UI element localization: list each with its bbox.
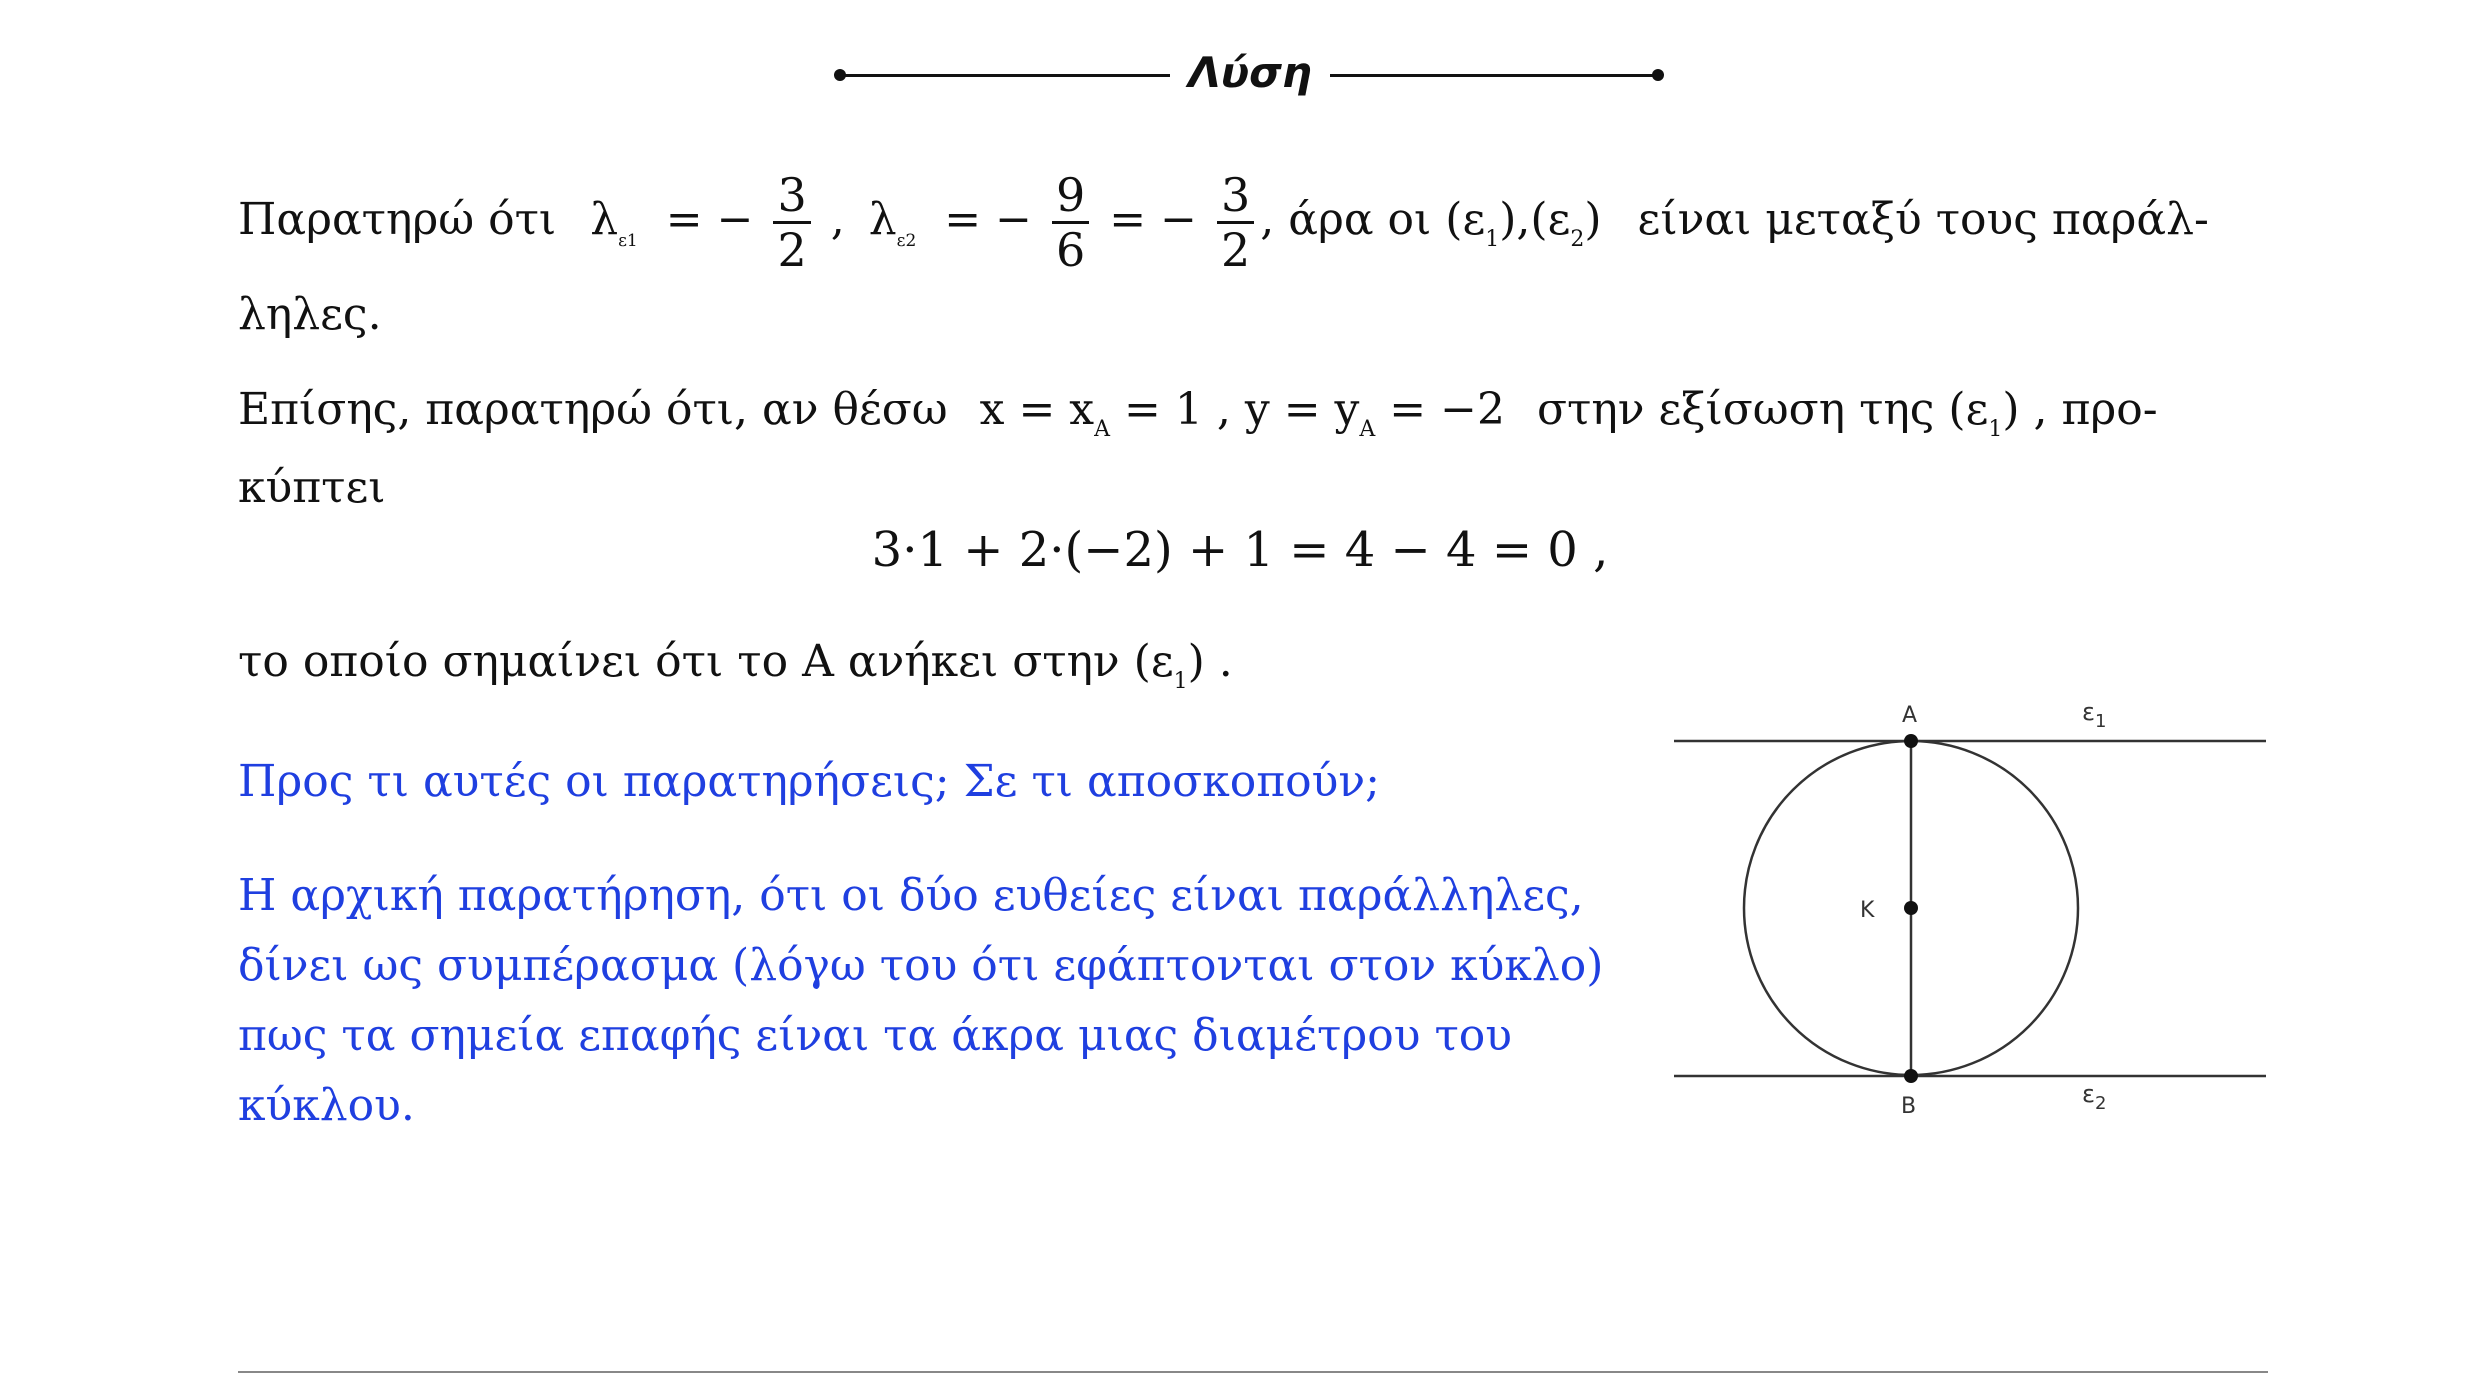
answer-line-2: δίνει ως συμπέρασμα (λόγω του ότι εφάπτονται στον κύκλο): [238, 940, 1604, 991]
frac1-den: 2: [773, 221, 810, 276]
point-b-label: B: [1901, 1094, 1917, 1119]
paragraph-1-line-1: [238, 160, 2209, 301]
lambda-2: λ: [868, 194, 897, 245]
p1-sub-2: 2: [1570, 227, 1585, 252]
line-2-label: [2082, 1080, 2106, 1114]
p2-tail-b: ) , προ-: [2002, 384, 2158, 435]
point-k-dot: [1904, 901, 1918, 915]
p2-y: y = y: [1244, 384, 1360, 435]
p1-tail: είναι μεταξύ τους παράλ-: [1637, 194, 2209, 245]
point-k-label: K: [1860, 898, 1875, 923]
line-2-label-eps: ε: [2082, 1080, 2095, 1108]
header-right-dot: [1652, 69, 1664, 81]
line-1-label-sub: 1: [2094, 711, 2107, 732]
line-1-label: [2082, 698, 2106, 732]
point-a-dot: [1904, 734, 1918, 748]
p3-tail: ) .: [1187, 636, 1233, 687]
answer-line-1: Η αρχική παρατήρηση, ότι οι δύο ευθείες είναι παράλληλες,: [238, 870, 1584, 921]
header-right-rule: [1330, 74, 1658, 77]
p2-tail-a: στην εξίσωση της (ε: [1537, 384, 1989, 435]
tangent-lines-figure: [1660, 690, 2280, 1140]
equation: 3·1 + 2·(−2) + 1 = 4 − 4 = 0 ,: [871, 522, 1609, 578]
p1-sub-1: 1: [1485, 227, 1500, 252]
p1-lead: Παρατηρώ ότι: [238, 194, 557, 245]
p2-x-sub: A: [1094, 417, 1111, 442]
fraction-9-6: [1052, 169, 1089, 276]
point-b-dot: [1904, 1069, 1918, 1083]
paragraph-3: [238, 632, 1233, 712]
p2-lead: Επίσης, παρατηρώ ότι, αν θέσω: [238, 384, 948, 435]
frac1-num: 3: [777, 168, 807, 222]
p2-x-val: = 1 ,: [1124, 384, 1231, 435]
answer-line-4: κύκλου.: [238, 1080, 415, 1131]
frac3-num: 3: [1221, 168, 1251, 222]
paragraph-2-line-1: [238, 380, 2158, 460]
p2-x: x = x: [979, 384, 1095, 435]
p1-eq-neg-2: = −: [944, 194, 1032, 245]
lambda-1: λ: [590, 194, 619, 245]
p3-lead: το οποίο σημαίνει ότι το Α ανήκει στην (ε: [238, 636, 1174, 687]
p1-eq-neg-3: = −: [1109, 194, 1198, 245]
p1-comma: ,: [830, 194, 845, 245]
lambda-1-idx: 1: [626, 231, 638, 251]
p3-sub: 1: [1173, 669, 1188, 694]
lambda-2-idx: 2: [905, 231, 917, 251]
lambda-1-eps: ε: [618, 231, 627, 251]
section-title: Λύση: [1188, 48, 1312, 97]
p2-y-val: = −2: [1389, 384, 1506, 435]
section-header: [0, 48, 2480, 108]
fraction-3-2-a: [773, 169, 810, 276]
frac3-den: 2: [1217, 221, 1254, 276]
lambda-2-eps: ε: [896, 231, 906, 251]
point-a-label: A: [1902, 703, 1918, 728]
p1-mid: ),(ε: [1499, 194, 1571, 245]
frac2-den: 6: [1052, 221, 1089, 276]
bottom-rule: [238, 1371, 2268, 1373]
paragraph-2-line-2: κύπτει: [238, 462, 386, 513]
answer-line-3: πως τα σημεία επαφής είναι τα άκρα μιας διαμέτρου του: [238, 1010, 1513, 1061]
fraction-3-2-b: [1217, 169, 1254, 276]
p1-close: ): [1584, 194, 1602, 245]
frac2-num: 9: [1056, 168, 1086, 222]
line-2-label-sub: 2: [2094, 1093, 2107, 1114]
p2-y-sub: A: [1359, 417, 1376, 442]
p1-after-fracs: , άρα οι (ε: [1260, 194, 1486, 245]
p2-tail-sub: 1: [1988, 417, 2003, 442]
header-left-rule: [840, 74, 1170, 77]
p1-eq-neg-1: = −: [665, 194, 754, 245]
paragraph-1-line-2: ληλες.: [238, 289, 382, 340]
line-1-label-eps: ε: [2082, 698, 2095, 726]
question-text: Προς τι αυτές οι παρατηρήσεις; Σε τι αποσκοπούν;: [238, 756, 1380, 807]
